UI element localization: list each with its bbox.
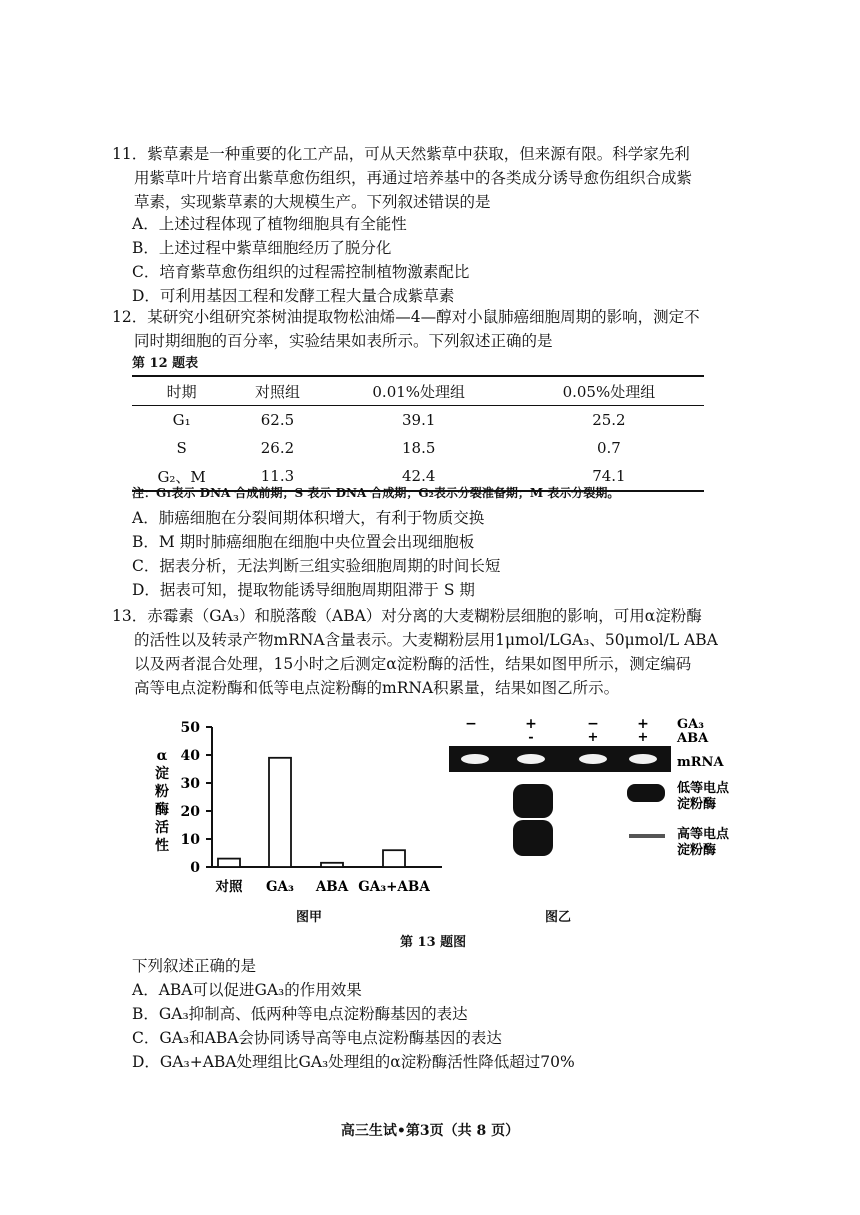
q12-option-b: B．M 期时肺癌细胞在细胞中央位置会出现细胞板 xyxy=(132,533,475,551)
table-cell: 0.7 xyxy=(596,439,621,457)
y-tick-label: 30 xyxy=(180,776,200,792)
q11-stem-line: 用紫草叶片培育出紫草愈伤组织，再通过培养基中的各类成分诱导愈伤组织合成紫 xyxy=(134,169,693,187)
table-header: 0.01%处理组 xyxy=(324,376,514,406)
q12-stem-line: 12．某研究小组研究茶树油提取物松油烯—4—醇对小鼠肺癌细胞周期的影响，测定不 xyxy=(112,308,700,326)
q13-option-b: B．GA₃抑制高、低两种等电点淀粉酶基因的表达 xyxy=(132,1005,468,1023)
high-pi-band-lane4 xyxy=(629,834,665,838)
y-tick-label: 0 xyxy=(190,860,200,876)
gel-row-label-aba: ABA xyxy=(677,731,709,746)
q11-stem-line: 草素，实现紫草素的大规模生产。下列叙述错误的是 xyxy=(134,193,491,211)
table-label: 第 12 题表 xyxy=(132,356,199,371)
y-label-char: 酶 xyxy=(155,802,169,818)
x-tick-label: ABA xyxy=(315,879,349,895)
lane4-aba-marker: + xyxy=(637,730,649,745)
y-tick-label: 40 xyxy=(180,748,200,764)
figure-label: 第 13 题图 xyxy=(400,935,467,950)
q12-stem-line: 同时期细胞的百分率，实验结果如表所示。下列叙述正确的是 xyxy=(134,332,553,350)
q13-stem-line: 以及两者混合处理，15小时之后测定α淀粉酶的活性，结果如图甲所示，测定编码 xyxy=(134,655,692,673)
bar xyxy=(218,859,240,867)
y-label-char: α xyxy=(156,748,168,764)
bar xyxy=(383,850,405,867)
table-cell: 26.2 xyxy=(260,439,295,457)
mrna-label: mRNA xyxy=(677,755,724,770)
x-tick-label: GA₃+ABA xyxy=(358,879,430,895)
table-cell: 25.2 xyxy=(592,411,626,429)
q11-option-a: A．上述过程体现了植物细胞具有全能性 xyxy=(132,215,407,233)
table-cell: 42.4 xyxy=(324,462,514,491)
q12-option-d: D．据表可知，提取物能诱导细胞周期阻滞于 S 期 xyxy=(132,581,475,599)
q13-stem-line: 13．赤霉素（GA₃）和脱落酸（ABA）对分离的大麦糊粉层细胞的影响，可用α淀粉酶 xyxy=(112,607,702,625)
q11-option-d: D．可利用基因工程和发酵工程大量合成紫草素 xyxy=(132,287,455,305)
table-header: 对照组 xyxy=(231,376,323,406)
lane1-ga3-marker: − xyxy=(465,716,477,732)
q13-option-c: C．GA₃和ABA会协同诱导高等电点淀粉酶基因的表达 xyxy=(132,1029,502,1047)
table-cell: 18.5 xyxy=(402,439,436,457)
x-tick-label: GA₃ xyxy=(266,879,294,895)
table-header: 0.05%处理组 xyxy=(514,376,704,406)
y-label-char: 性 xyxy=(155,838,169,854)
table-cell: 39.1 xyxy=(402,411,436,429)
lane4-ga3-marker: + xyxy=(637,716,649,732)
y-label-char: 淀 xyxy=(155,766,169,782)
q11-option-c: C．培育紫草愈伤组织的过程需控制植物激素配比 xyxy=(132,263,470,281)
q11-stem-line: 11．紫草素是一种重要的化工产品，可从天然紫草中获取，但来源有限。科学家先利 xyxy=(112,145,690,163)
bars xyxy=(218,758,405,867)
lane2-aba-marker: - xyxy=(528,730,534,745)
lane2-ga3-marker: + xyxy=(525,716,537,732)
mrna-gel-figure xyxy=(445,712,765,872)
alpha-amylase-bar-chart xyxy=(150,715,450,900)
q13-option-d: D．GA₃+ABA处理组比GA₃处理组的α淀粉酶活性降低超过70% xyxy=(132,1053,575,1071)
y-axis-label xyxy=(154,748,169,854)
low-pi-label: 低等电点 xyxy=(677,781,730,796)
table-note: 注：G₁表示 DNA 合成前期；S 表示 DNA 合成期；G₂表示分裂准备期；M 表示分裂期。 xyxy=(132,486,620,500)
y-tick-label: 10 xyxy=(180,832,200,848)
mrna-band xyxy=(517,754,545,764)
q12-option-c: C．据表分析，无法判断三组实验细胞周期的时间长短 xyxy=(132,557,501,575)
gel-row-label-ga3: GA₃ xyxy=(677,717,704,732)
fig-b-caption: 图乙 xyxy=(545,910,572,925)
q11-stem xyxy=(112,142,752,214)
mrna-band xyxy=(579,754,607,764)
bar xyxy=(321,863,343,867)
q13-lead: 下列叙述正确的是 xyxy=(132,957,257,975)
x-tick-labels xyxy=(215,879,431,895)
y-label-char: 粉 xyxy=(155,784,169,800)
lane3-ga3-marker: − xyxy=(587,716,599,732)
high-pi-label: 高等电点 xyxy=(677,827,730,842)
fig-a-caption: 图甲 xyxy=(296,910,323,925)
q13-stem-line: 高等电点淀粉酶和低等电点淀粉酶的mRNA积累量，结果如图乙所示。 xyxy=(134,679,620,697)
y-label-char: 活 xyxy=(155,820,169,836)
y-tick-label: 50 xyxy=(180,720,200,736)
table-cell: 74.1 xyxy=(514,462,704,491)
low-pi-label-2: 淀粉酶 xyxy=(677,797,717,812)
q13-option-a: A．ABA可以促进GA₃的作用效果 xyxy=(132,981,362,999)
table-cell: G₂、M xyxy=(132,462,231,491)
mrna-band xyxy=(629,754,657,764)
high-pi-label-2: 淀粉酶 xyxy=(677,843,717,858)
table-cell: 11.3 xyxy=(231,462,323,491)
table-cell: G₁ xyxy=(172,411,191,429)
q12-option-a: A．肺癌细胞在分裂间期体积增大，有利于物质交换 xyxy=(132,509,485,527)
lane3-aba-marker: + xyxy=(587,730,599,745)
q12-stem xyxy=(112,305,752,353)
y-ticks xyxy=(181,720,212,876)
high-pi-band-lane2 xyxy=(513,820,553,856)
low-pi-band-lane4 xyxy=(627,784,665,802)
cell-cycle-table xyxy=(132,375,704,492)
low-pi-band-lane2 xyxy=(513,784,553,818)
table-header: 时期 xyxy=(132,376,231,406)
table-header-row xyxy=(132,376,704,406)
table-row xyxy=(132,406,704,435)
bar xyxy=(269,758,291,867)
q11-option-b: B．上述过程中紫草细胞经历了脱分化 xyxy=(132,239,392,257)
q13-stem xyxy=(112,604,752,700)
q13-stem-line: 的活性以及转录产物mRNA含量表示。大麦糊粉层用1μmol/LGA₃、50μmol/L ABA xyxy=(134,631,718,649)
page-footer: 高三生试•第3页（共 8 页） xyxy=(340,1123,520,1139)
y-tick-label: 20 xyxy=(180,804,200,820)
mrna-band xyxy=(461,754,489,764)
table-cell: 62.5 xyxy=(260,411,295,429)
table-row xyxy=(132,434,704,462)
x-tick-label: 对照 xyxy=(215,879,243,895)
table-cell: S xyxy=(176,439,187,457)
